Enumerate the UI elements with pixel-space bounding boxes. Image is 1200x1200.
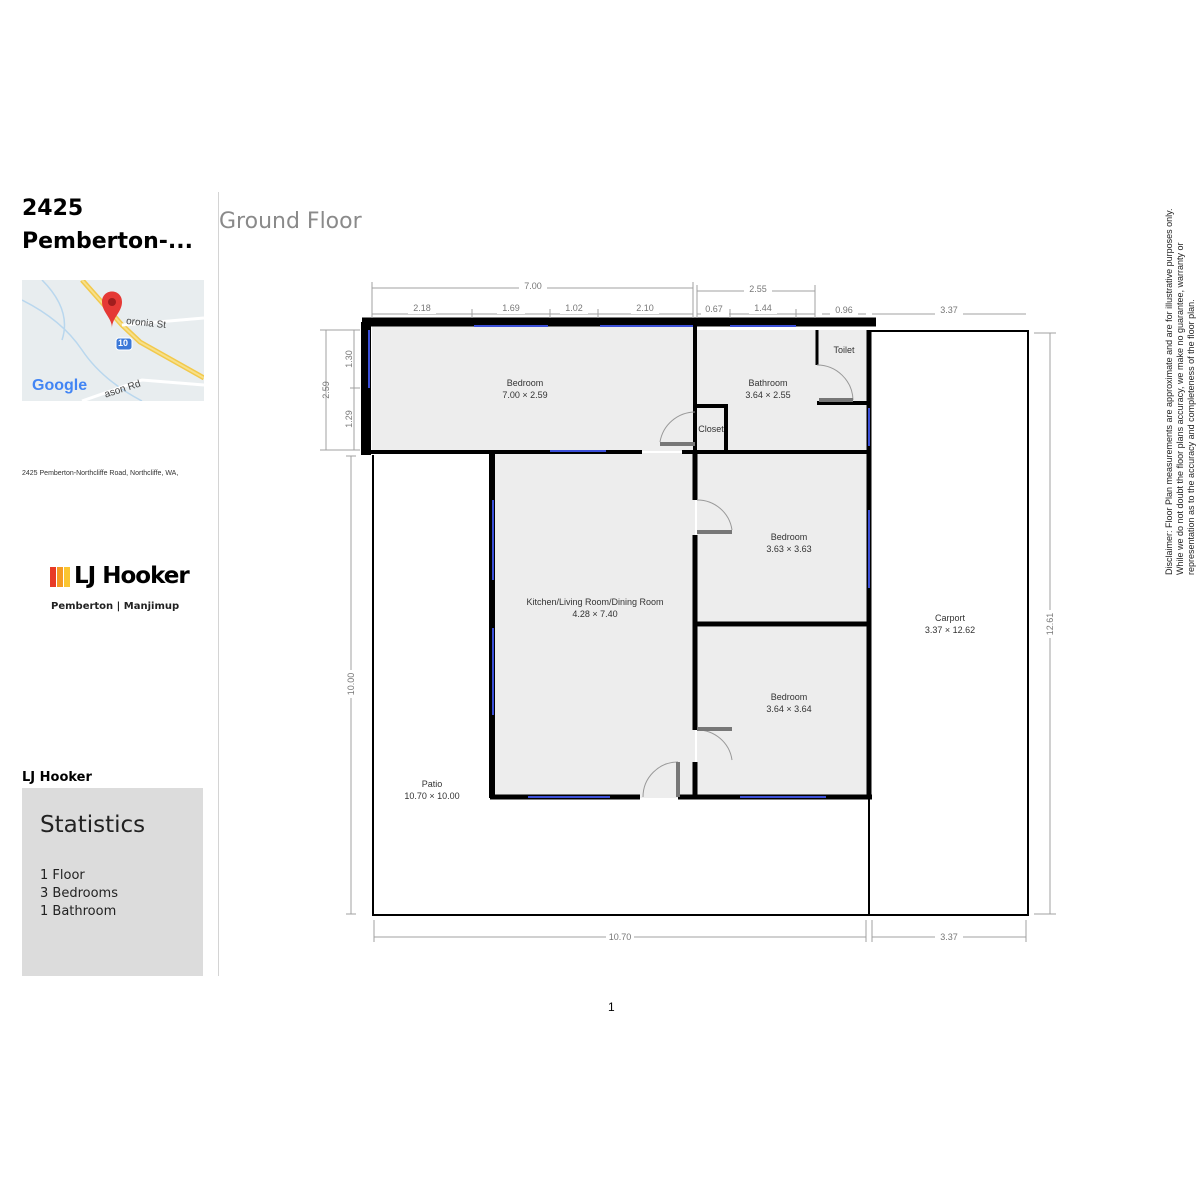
disclaimer: Disclaimer: Floor Plan measurements are approximate and are for illustrative purposes only. While we do not doubt the floor plans accuracy, we make no guarantee, warranty or representation as to the accuracy and completeness of the floor plan. [1164, 208, 1196, 575]
dim-bottom-left: 10.70 [608, 932, 632, 942]
room-name-toilet: Toilet [833, 345, 855, 355]
room-dims-carport: 3.37 × 12.62 [924, 625, 976, 635]
dim-seg-2: 1.69 [502, 303, 520, 313]
floor-name: Ground Floor [219, 209, 362, 234]
dim-seg-4: 2.10 [636, 303, 654, 313]
property-address: 2425 Pemberton-Northcliffe Road, Northcliffe, WA, [22, 470, 179, 477]
dim-left-seg-1: 1.30 [344, 350, 354, 368]
logo-tagline: Pemberton | Manjimup [51, 601, 180, 612]
stat-bedrooms: 3 Bedrooms [40, 886, 118, 901]
dim-seg-3: 1.02 [565, 303, 583, 313]
room-dims-bedroom-1: 7.00 × 2.59 [502, 390, 548, 400]
room-dims-bathroom: 3.64 × 2.55 [745, 390, 791, 400]
room-name-patio: Patio [421, 779, 443, 789]
dim-seg-6: 1.44 [754, 303, 772, 313]
room-dims-kitchen: 4.28 × 7.40 [572, 609, 618, 619]
statistics-heading: Statistics [40, 812, 146, 838]
page-number: 1 [608, 1000, 615, 1014]
dim-seg-8: 3.37 [940, 305, 958, 315]
dim-left-total: 2.59 [321, 381, 331, 399]
google-logo: Google [32, 377, 88, 394]
map-street-label-1: oronia St [125, 315, 167, 332]
logo-name: LJ Hooker [74, 563, 189, 589]
dim-bottom-right: 3.37 [940, 932, 958, 942]
dim-right: 12.61 [1045, 612, 1055, 636]
dim-left-lower: 10.00 [346, 672, 356, 696]
room-fills [372, 326, 869, 798]
room-dims-bedroom-2: 3.63 × 3.63 [766, 544, 812, 554]
dim-top-right-total: 2.55 [749, 284, 767, 294]
room-dims-bedroom-3: 3.64 × 3.64 [766, 704, 812, 714]
dim-top-total: 7.00 [524, 281, 542, 291]
map-street-label-2: ason Rd [103, 378, 143, 401]
room-dims-patio: 10.70 × 10.00 [404, 791, 460, 801]
dim-left-seg-2: 1.29 [344, 410, 354, 428]
room-name-bathroom: Bathroom [748, 378, 788, 388]
room-name-bedroom-1: Bedroom [506, 378, 544, 388]
room-name-kitchen: Kitchen/Living Room/Dining Room [526, 597, 664, 607]
map-route-badge: 10 [118, 338, 129, 348]
stat-floors: 1 Floor [40, 868, 85, 883]
room-name-carport: Carport [934, 613, 966, 623]
dim-seg-5: 0.67 [705, 304, 723, 314]
property-title: 2425 Pemberton-... [22, 196, 193, 254]
dim-seg-1: 2.18 [413, 303, 431, 313]
dim-seg-7: 0.96 [835, 305, 853, 315]
stat-bathrooms: 1 Bathroom [40, 904, 117, 919]
room-name-bedroom-2: Bedroom [770, 532, 808, 542]
room-name-closet: Closet [698, 424, 724, 434]
agency-name: LJ Hooker [22, 770, 92, 785]
room-name-bedroom-3: Bedroom [770, 692, 808, 702]
